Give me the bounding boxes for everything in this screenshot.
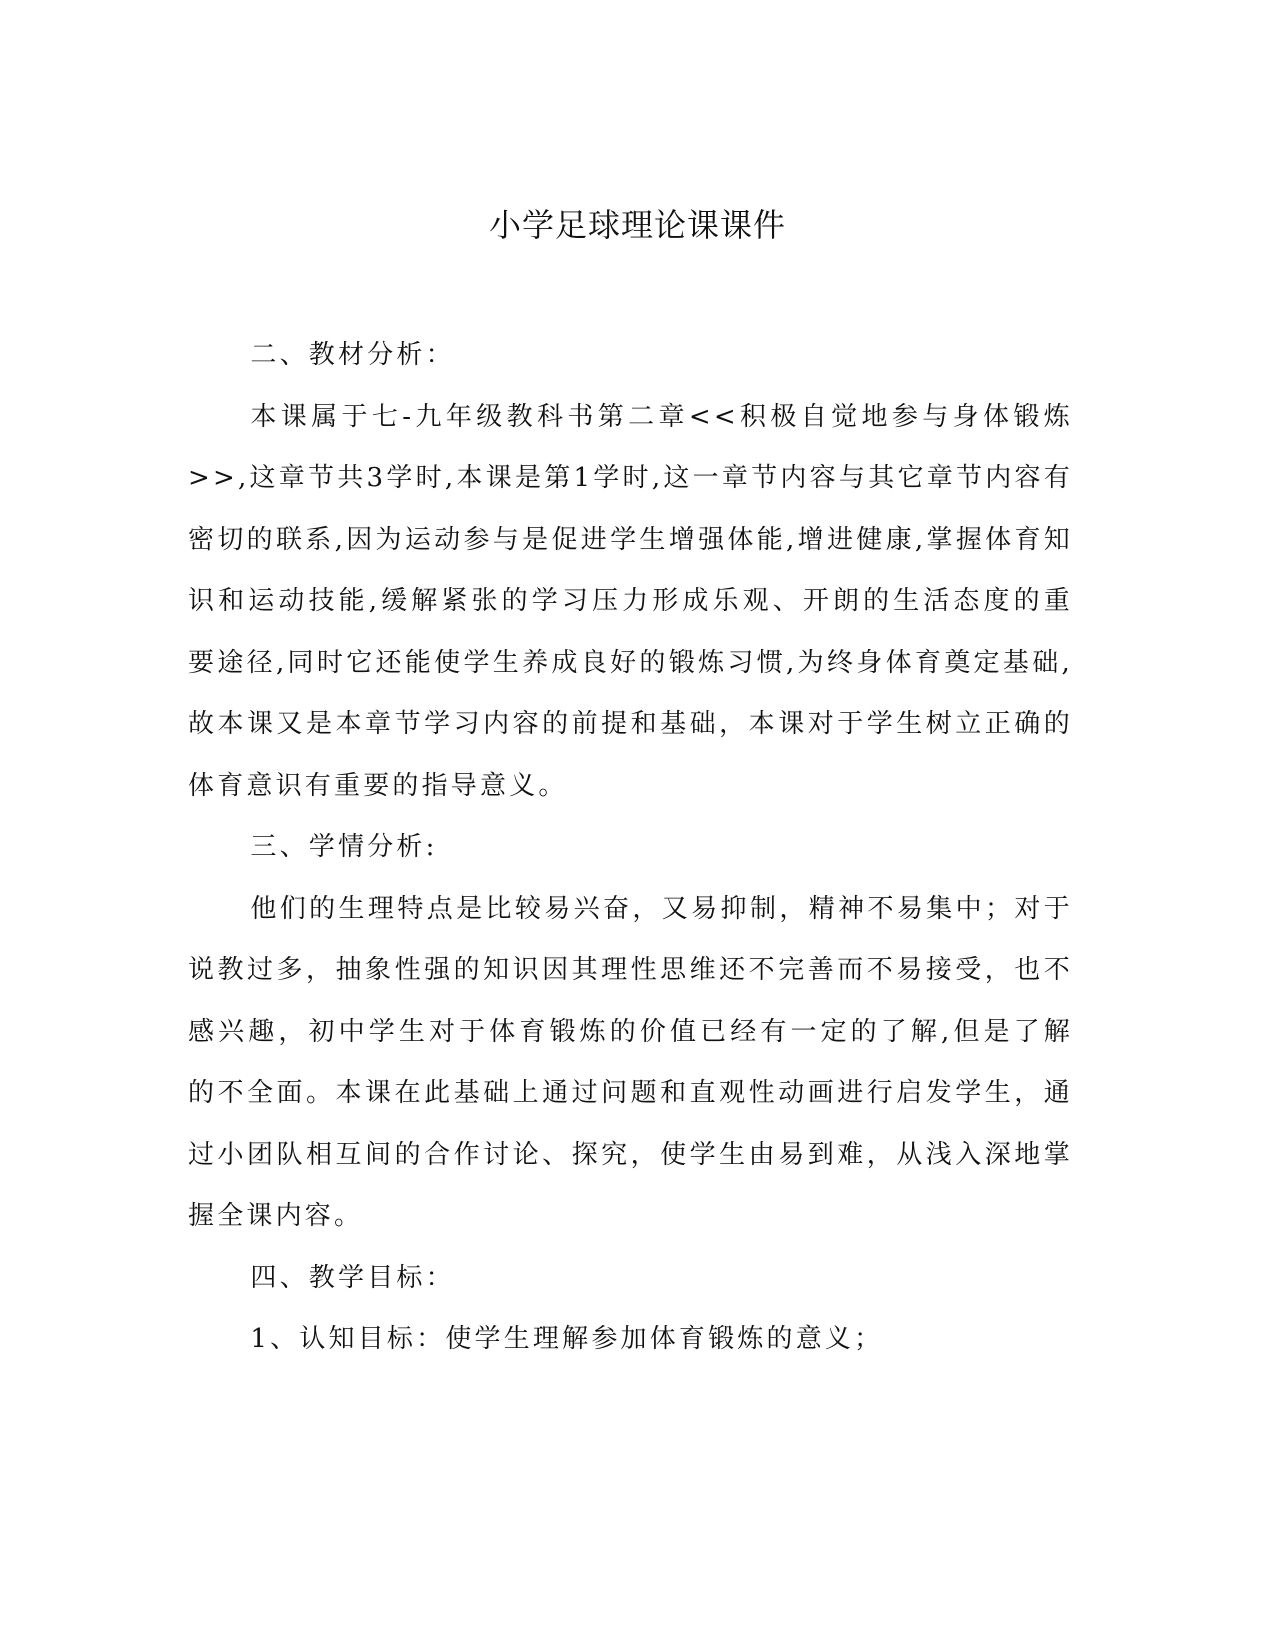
document-title: 小学足球理论课课件 (488, 206, 786, 244)
paragraph-student-analysis: 他们的生理特点是比较易兴奋，又易抑制，精神不易集中；对于说教过多，抽象性强的知识因其理性思维还不完善而不易接受，也不感兴趣，初中学生对于体育锻炼的价值已经有一定的了解,但是了解的不全面。本课在此基础上通过问题和直观性动画进行启发学生，通过小团队相互间的合作讨论、探究，使学生由易到难，从浅入深地掌握全课内容。 (188, 893, 1073, 1231)
section-heading-student-analysis: 三、学情分析: (250, 832, 438, 862)
document-body (188, 325, 1073, 1371)
goal-item-cognitive: 1、认知目标：使学生理解参加体育锻炼的意义； (250, 1324, 884, 1354)
paragraph-materials-analysis: 本课属于七-九年级教科书第二章<<积极自觉地参与身体锻炼>>,这章节共3学时,本课是第1学时,这一章节内容与其它章节内容有密切的联系,因为运动参与是促进学生增强体能,增进健康,掌握体育知识和运动技能,缓解紧张的学习压力形成乐观、开朗的生活态度的重要途径,同时它还能使学生养成良好的锻炼习惯,为终身体育奠定基础,故本课又是本章节学习内容的前提和基础，本课对于学生树立正确的体育意识有重要的指导意义。 (188, 401, 1073, 801)
section-heading-teaching-goals: 四、教学目标： (250, 1262, 455, 1293)
section-heading-materials: 二、教材分析： (250, 340, 455, 370)
